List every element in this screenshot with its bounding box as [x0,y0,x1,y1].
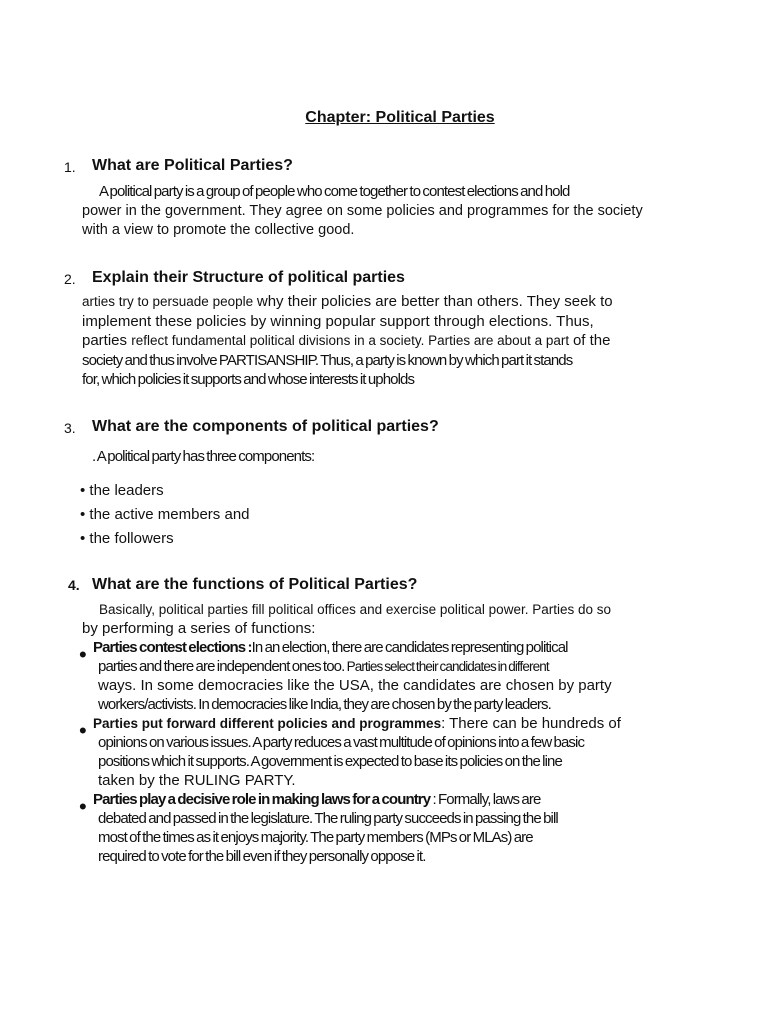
function-2-line-2: opinions on various issues. A party reduces a vast multitude of opinions into a few basic [98,734,585,751]
q2-line-3 [82,331,610,350]
function-2-text: : There can be hundreds of [441,715,621,732]
function-1-text: In an election, there are candidates representing political [251,639,568,656]
q3-intro: . A political party has three components: [92,448,315,465]
bullet-dot: • [79,718,87,743]
list-item: • the followers [80,530,174,547]
q2-line-1-part-b: why their policies are better than others. They seek to [256,293,613,310]
q2-line-2: implement these policies by winning popular support through elections. Thus, [82,313,594,330]
function-3-line-1 [93,790,540,809]
function-2-line-4: taken by the RULING PARTY. [98,772,296,789]
function-3-line-4: required to vote for the bill even if they personally oppose it. [98,848,426,865]
function-1-line-3: ways. In some democracies like the USA, the candidates are chosen by party [98,677,612,694]
question-2-number: 2. [64,271,76,287]
bullet-dot: • [79,794,87,819]
function-2-title: Parties put forward different policies and programmes [93,716,442,731]
function-2-line-1 [93,714,621,733]
function-3-line-2: debated and passed in the legislature. The ruling party succeeds in passing the bill [98,810,558,827]
question-2-heading: Explain their Structure of political parties [92,269,405,286]
list-item: • the leaders [80,482,164,499]
function-1-line-2 [98,657,549,676]
q1-line-3: with a view to promote the collective good. [82,222,355,238]
q2-line-1-part-a: arties try to persuade people [82,294,257,309]
question-1-heading: What are Political Parties? [92,157,293,174]
q2-line-5: for, which policies it supports and whose interests it upholds [82,371,415,388]
components-list [80,479,250,551]
function-3-text: : Formally, laws are [430,791,541,808]
question-1-number: 1. [64,159,76,175]
function-1-line-4: workers/activists. In democracies like India, they are chosen by the party leaders. [98,696,551,713]
q2-line-3-part-a: parties [82,332,132,349]
question-4-number: 4. [68,577,80,593]
question-3-number: 3. [64,420,76,436]
q2-line-1 [82,292,613,311]
function-1-line-1 [93,638,568,657]
function-2-line-3: positions which it supports. A government is expected to base its policies on the line [98,753,562,770]
bullet-dot: • [79,642,87,667]
question-3-heading: What are the components of political parties? [92,418,439,435]
list-item: • the active members and [80,506,250,523]
function-3-line-3: most of the times as it enjoys majority. The party members (MPs or MLAs) are [98,829,533,846]
function-1-line-2-part-b: Parties select their candidates in different [346,659,549,674]
q4-intro-line-1: Basically, political parties fill political offices and exercise political power. Parties do so [99,602,611,617]
function-3-title: Parties play a decisive role in making laws for a country [93,791,431,808]
q2-line-4: society and thus involve PARTISANSHIP. Thus, a party is known by which part it stands [82,352,573,369]
function-1-line-2-part-a: parties and there are independent ones too. [98,658,347,675]
q1-line-2: power in the government. They agree on some policies and programmes for the society [82,203,643,219]
function-1-title: Parties contest elections : [93,639,252,656]
q1-line-1: A political party is a group of people who come together to contest elections and hold [99,183,570,200]
page-title: Chapter: Political Parties [305,109,495,126]
question-4-heading: What are the functions of Political Parties? [92,576,418,593]
q2-line-3-part-b: reflect fundamental political divisions in a society. Parties are about a part [131,333,573,348]
q2-line-3-part-c: of the [572,332,611,349]
q4-intro-line-2: by performing a series of functions: [82,620,316,637]
